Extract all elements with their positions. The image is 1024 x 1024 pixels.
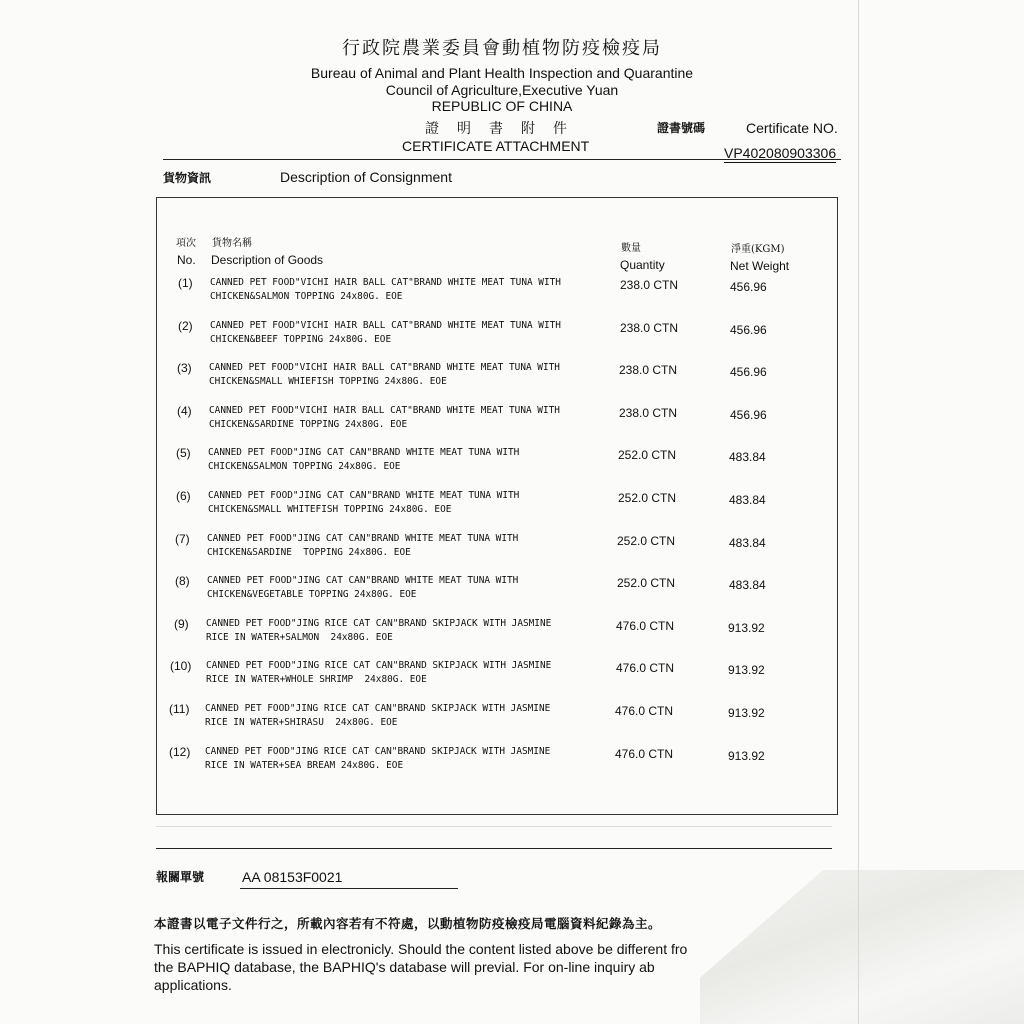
row-net-weight: 456.96: [730, 407, 767, 422]
row-description-line-2: CHICKEN&BEEF TOPPING 24x80G. EOE: [210, 333, 392, 345]
row-quantity: 476.0 CTN: [616, 618, 675, 633]
certificate-number-label-cn: 證書號碼: [657, 121, 706, 135]
col-header-qty-en: Quantity: [620, 258, 665, 272]
council-title-en: Council of Agriculture,Executive Yuan: [385, 82, 619, 98]
col-header-desc-en: Description of Goods: [211, 253, 324, 267]
page-edge: [858, 0, 859, 1024]
row-description-line-1: CANNED PET FOOD"JING CAT CAN"BRAND WHITE MEAT TUNA WITH: [207, 532, 519, 544]
row-description-line-2: RICE IN WATER+SHIRASU 24x80G. EOE: [205, 717, 398, 728]
row-quantity: 238.0 CTN: [620, 278, 679, 292]
row-description-line-2: CHICKEN&VEGETABLE TOPPING 24x80G. EOE: [207, 589, 417, 601]
row-description-line-2: CHICKEN&SALMON TOPPING 24x80G. EOE: [208, 461, 401, 473]
row-description: [210, 276, 602, 304]
row-description-line-2: RICE IN WATER+SALMON 24x80G. EOE: [206, 631, 393, 643]
row-description: [205, 702, 597, 730]
row-number: (6): [176, 489, 191, 503]
declaration-number: AA 08153F0021: [242, 869, 343, 885]
row-description-line-1: CANNED PET FOOD"VICHI HAIR BALL CAT"BRAND WHITE MEAT TUNA WITH: [209, 362, 560, 374]
declaration-label-cn: 報關單號: [156, 870, 205, 884]
row-number: (1): [178, 276, 193, 290]
row-description-line-1: CANNED PET FOOD"JING RICE CAT CAN"BRAND SKIPJACK WITH JASMINE: [206, 617, 552, 629]
attachment-title-cn: 證明書附件: [425, 121, 585, 137]
certificate-number-value: VP402080903306: [724, 145, 837, 161]
note-en: [154, 940, 724, 994]
row-net-weight: 456.96: [730, 322, 767, 337]
row-number: (10): [170, 659, 192, 674]
row-number: (3): [177, 361, 192, 376]
table-row: [0, 404, 1024, 444]
row-description: [208, 489, 600, 517]
row-net-weight: 913.92: [728, 620, 765, 635]
row-description: [205, 745, 597, 773]
row-description-line-1: CANNED PET FOOD"JING RICE CAT CAN"BRAND SKIPJACK WITH JASMINE: [206, 660, 552, 672]
table-row: [0, 745, 1024, 785]
row-number: (5): [176, 446, 191, 461]
row-net-weight: 483.84: [729, 535, 766, 550]
row-quantity: 252.0 CTN: [618, 491, 677, 505]
consignment-label-en: Description of Consignment: [280, 169, 452, 185]
row-net-weight: 456.96: [730, 365, 767, 380]
row-description-line-1: CANNED PET FOOD"VICHI HAIR BALL CAT"BRAND WHITE MEAT TUNA WITH: [210, 277, 561, 288]
row-description: [206, 617, 598, 645]
table-row: [0, 489, 1024, 529]
country-title-en: REPUBLIC OF CHINA: [431, 98, 573, 114]
row-number: (12): [169, 744, 191, 759]
row-description-line-1: CANNED PET FOOD"JING RICE CAT CAN"BRAND SKIPJACK WITH JASMINE: [205, 745, 551, 757]
row-description-line-2: RICE IN WATER+SEA BREAM 24x80G. EOE: [205, 759, 404, 771]
certificate-number-label-en: Certificate NO.: [746, 120, 838, 136]
note-en-line-3: applications.: [154, 977, 232, 993]
col-header-weight-en: Net Weight: [730, 259, 790, 273]
row-description-line-1: CANNED PET FOOD"VICHI HAIR BALL CAT"BRAND WHITE MEAT TUNA WITH: [209, 404, 560, 416]
col-header-no-en: No.: [177, 253, 196, 267]
note-en-line-2: the BAPHIQ database, the BAPHIQ's database will previal. For on-line inquiry ab: [154, 959, 655, 975]
row-description-line-1: CANNED PET FOOD"JING RICE CAT CAN"BRAND SKIPJACK WITH JASMINE: [205, 703, 551, 714]
agency-title-cn: 行政院農業委員會動植物防疫檢疫局: [342, 38, 662, 59]
row-description: [210, 319, 602, 347]
row-description: [209, 361, 601, 389]
row-description: [209, 404, 601, 432]
page-fold-overlay: [700, 870, 1024, 1024]
note-en-line-1: This certificate is issued in electronicly. Should the content listed above be different fro: [154, 941, 688, 957]
table-row: [0, 574, 1024, 614]
header-divider: [163, 159, 841, 160]
table-row: [0, 361, 1024, 401]
row-quantity: 476.0 CTN: [615, 704, 674, 718]
consignment-label-cn: 貨物資訊: [163, 171, 212, 185]
row-quantity: 252.0 CTN: [617, 576, 676, 591]
declaration-underline: [240, 888, 458, 889]
row-description: [206, 659, 598, 687]
row-net-weight: 913.92: [728, 706, 765, 720]
row-description-line-1: CANNED PET FOOD"JING CAT CAN"BRAND WHITE MEAT TUNA WITH: [208, 490, 520, 501]
row-net-weight: 913.92: [728, 748, 765, 763]
footer-divider: [156, 848, 832, 849]
table-row: [0, 532, 1024, 572]
row-quantity: 252.0 CTN: [617, 533, 676, 548]
row-quantity: 238.0 CTN: [620, 320, 679, 335]
row-description: [208, 446, 600, 474]
row-description-line-2: CHICKEN&SMALL WHIEFISH TOPPING 24x80G. EOE: [209, 376, 447, 388]
row-quantity: 476.0 CTN: [616, 661, 675, 676]
row-number: (9): [174, 616, 189, 631]
row-description-line-1: CANNED PET FOOD"JING CAT CAN"BRAND WHITE MEAT TUNA WITH: [207, 575, 519, 587]
note-cn: 本證書以電子文件行之，所載內容若有不符處，以動植物防疫檢疫局電腦資料紀錄為主。: [154, 916, 662, 931]
table-row: [0, 702, 1024, 742]
row-description-line-2: CHICKEN&SALMON TOPPING 24x80G. EOE: [210, 291, 403, 302]
row-number: (8): [175, 574, 190, 589]
row-description-line-1: CANNED PET FOOD"JING CAT CAN"BRAND WHITE MEAT TUNA WITH: [208, 447, 520, 459]
table-row: [0, 617, 1024, 657]
row-number: (7): [175, 531, 190, 546]
table-row: [0, 319, 1024, 359]
table-row: [0, 446, 1024, 486]
col-header-desc-cn: 貨物名稱: [212, 238, 252, 249]
row-quantity: 238.0 CTN: [619, 405, 678, 420]
table-shadow-line: [156, 826, 832, 827]
table-row: [0, 276, 1024, 316]
row-description: [207, 532, 599, 560]
row-net-weight: 456.96: [730, 280, 767, 294]
agency-title-en: Bureau of Animal and Plant Health Inspection and Quarantine: [310, 65, 694, 81]
row-net-weight: 483.84: [729, 450, 766, 465]
row-number: (2): [178, 318, 193, 333]
row-quantity: 252.0 CTN: [618, 448, 677, 463]
row-description-line-2: RICE IN WATER+WHOLE SHRIMP 24x80G. EOE: [206, 674, 427, 686]
col-header-weight-cn: 淨重(KGM): [731, 244, 785, 255]
row-description-line-2: CHICKEN&SMALL WHITEFISH TOPPING 24x80G. EOE: [208, 504, 452, 515]
table-row: [0, 659, 1024, 699]
row-number: (11): [169, 702, 190, 716]
row-quantity: 238.0 CTN: [619, 363, 678, 378]
row-number: (4): [177, 403, 192, 418]
row-net-weight: 483.84: [729, 493, 766, 507]
row-net-weight: 913.92: [728, 663, 765, 678]
row-net-weight: 483.84: [729, 578, 766, 593]
row-description-line-1: CANNED PET FOOD"VICHI HAIR BALL CAT"BRAND WHITE MEAT TUNA WITH: [210, 319, 561, 331]
attachment-title-en: CERTIFICATE ATTACHMENT: [402, 138, 590, 154]
row-description: [207, 574, 599, 602]
row-description-line-2: CHICKEN&SARDINE TOPPING 24x80G. EOE: [209, 418, 408, 430]
row-quantity: 476.0 CTN: [615, 746, 674, 761]
row-description-line-2: CHICKEN&SARDINE TOPPING 24x80G. EOE: [207, 546, 411, 558]
col-header-qty-cn: 數量: [621, 243, 641, 254]
col-header-no-cn: 項次: [176, 238, 196, 249]
